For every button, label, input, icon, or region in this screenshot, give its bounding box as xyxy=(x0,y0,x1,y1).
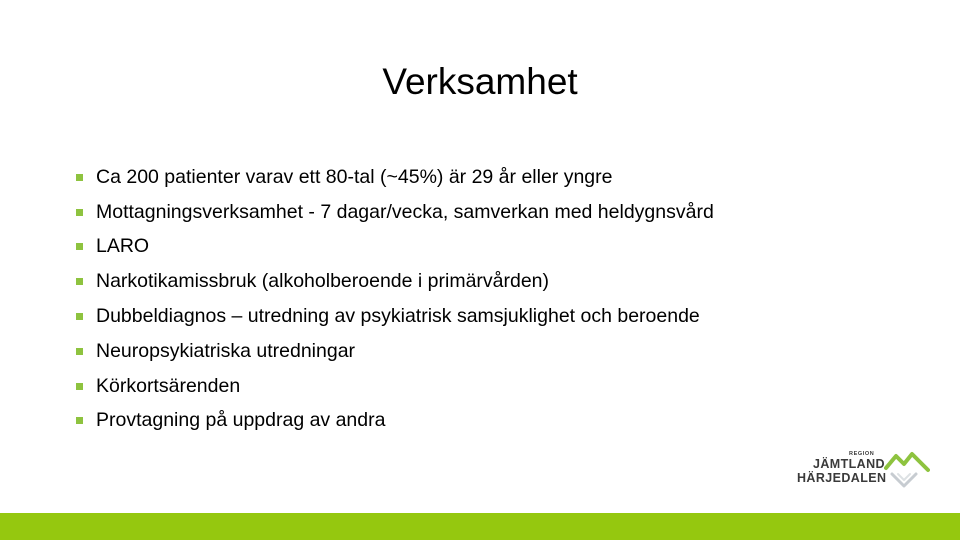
square-bullet-icon xyxy=(76,348,83,355)
square-bullet-icon xyxy=(76,209,83,216)
bullet-text: LARO xyxy=(96,235,150,258)
mountains-logo-icon xyxy=(884,448,930,492)
footer-bar xyxy=(0,513,960,540)
bullet-item xyxy=(74,230,714,265)
bullet-item xyxy=(74,264,714,299)
region-logo xyxy=(795,446,935,494)
bullet-text: Dubbeldiagnos – utredning av psykiatrisk samsjuklighet och beroende xyxy=(96,305,700,328)
bullet-text: Mottagningsverksamhet - 7 dagar/vecka, samverkan med heldygnsvård xyxy=(96,200,714,223)
logo-jamtland-text: JÄMTLAND xyxy=(813,457,885,471)
bullet-list xyxy=(74,160,714,438)
bullet-item xyxy=(74,404,714,439)
bullet-item xyxy=(74,369,714,404)
square-bullet-icon xyxy=(76,313,83,320)
square-bullet-icon xyxy=(76,174,83,181)
bullet-text: Ca 200 patienter varav ett 80-tal (~45%) är 29 år eller yngre xyxy=(96,165,613,188)
logo-harjedalen-text: HÄRJEDALEN xyxy=(797,471,887,485)
bullet-item xyxy=(74,334,714,369)
slide-title: Verksamhet xyxy=(382,61,578,102)
bullet-text: Neuropsykiatriska utredningar xyxy=(96,339,356,362)
logo-region-text: REGION xyxy=(849,451,875,457)
bullet-text: Provtagning på uppdrag av andra xyxy=(96,409,386,432)
bullet-text: Körkortsärenden xyxy=(96,374,241,397)
bullet-item xyxy=(74,299,714,334)
bullet-text: Narkotikamissbruk (alkoholberoende i primärvården) xyxy=(96,270,550,293)
square-bullet-icon xyxy=(76,417,83,424)
bullet-item xyxy=(74,160,714,195)
square-bullet-icon xyxy=(76,383,83,390)
square-bullet-icon xyxy=(76,243,83,250)
bullet-item xyxy=(74,195,714,230)
square-bullet-icon xyxy=(76,278,83,285)
